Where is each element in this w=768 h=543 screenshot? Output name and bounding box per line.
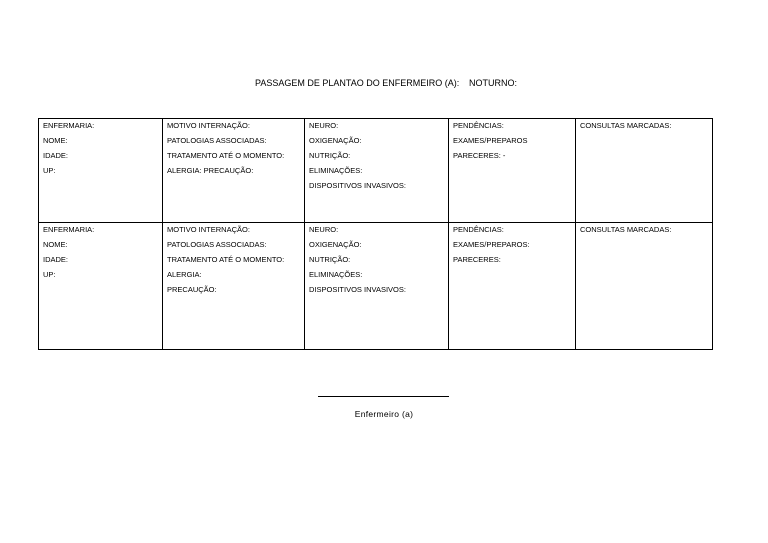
handover-table: [38, 118, 713, 350]
field-eliminacoes: ELIMINAÇÕES:: [309, 166, 363, 175]
patient-row-2: [39, 223, 713, 350]
field-pareceres: PARECERES:: [453, 255, 501, 264]
field-neuro: NEURO:: [309, 225, 339, 234]
field-exames: EXAMES/PREPAROS: [453, 136, 528, 145]
signature-line: [318, 396, 449, 397]
patient-id-cell: [39, 223, 163, 350]
field-tratamento: TRATAMENTO ATÉ O MOMENTO:: [167, 255, 285, 264]
field-up: UP:: [43, 270, 56, 279]
field-precaucao: PRECAUÇÃO:: [167, 285, 217, 294]
systems-cell: [305, 223, 449, 350]
field-motivo-internacao: MOTIVO INTERNAÇÃO:: [167, 121, 250, 130]
field-nutricao: NUTRIÇÃO:: [309, 255, 351, 264]
field-up: UP:: [43, 166, 56, 175]
clinical-history-cell: [163, 119, 305, 223]
signature-label: Enfermeiro (a): [354, 409, 414, 419]
field-alergia-precaucao: ALERGIA: PRECAUÇÃO:: [167, 166, 254, 175]
field-consultas: CONSULTAS MARCADAS:: [580, 225, 672, 234]
patient-row-1: [39, 119, 713, 223]
field-consultas: CONSULTAS MARCADAS:: [580, 121, 672, 130]
field-idade: IDADE:: [43, 151, 69, 160]
patient-id-cell: [39, 119, 163, 223]
field-dispositivos: DISPOSITIVOS INVASIVOS:: [309, 285, 406, 294]
field-nome: NOME:: [43, 240, 68, 249]
field-enfermaria: ENFERMARIA:: [43, 225, 95, 234]
document-title: PASSAGEM DE PLANTAO DO ENFERMEIRO (A):: [255, 78, 460, 88]
appointments-cell: [576, 223, 713, 350]
field-eliminacoes: ELIMINAÇÕES:: [309, 270, 363, 279]
field-alergia: ALERGIA:: [167, 270, 202, 279]
field-nutricao: NUTRIÇÃO:: [309, 151, 351, 160]
clinical-history-cell: [163, 223, 305, 350]
field-pendencias: PENDÊNCIAS:: [453, 121, 504, 130]
field-pendencias: PENDÊNCIAS:: [453, 225, 504, 234]
field-patologias: PATOLOGIAS ASSOCIADAS:: [167, 240, 267, 249]
pending-cell: [449, 119, 576, 223]
field-idade: IDADE:: [43, 255, 69, 264]
shift-label: NOTURNO:: [469, 78, 517, 88]
pending-cell: [449, 223, 576, 350]
appointments-cell: [576, 119, 713, 223]
systems-cell: [305, 119, 449, 223]
field-pareceres: PARECERES: -: [453, 151, 506, 160]
field-exames: EXAMES/PREPAROS:: [453, 240, 530, 249]
field-motivo-internacao: MOTIVO INTERNAÇÃO:: [167, 225, 250, 234]
field-tratamento: TRATAMENTO ATÉ O MOMENTO:: [167, 151, 285, 160]
field-neuro: NEURO:: [309, 121, 339, 130]
field-nome: NOME:: [43, 136, 68, 145]
field-enfermaria: ENFERMARIA:: [43, 121, 95, 130]
field-dispositivos: DISPOSITIVOS INVASIVOS:: [309, 181, 406, 190]
field-oxigenacao: OXIGENAÇÃO:: [309, 136, 362, 145]
field-oxigenacao: OXIGENAÇÃO:: [309, 240, 362, 249]
field-patologias: PATOLOGIAS ASSOCIADAS:: [167, 136, 267, 145]
